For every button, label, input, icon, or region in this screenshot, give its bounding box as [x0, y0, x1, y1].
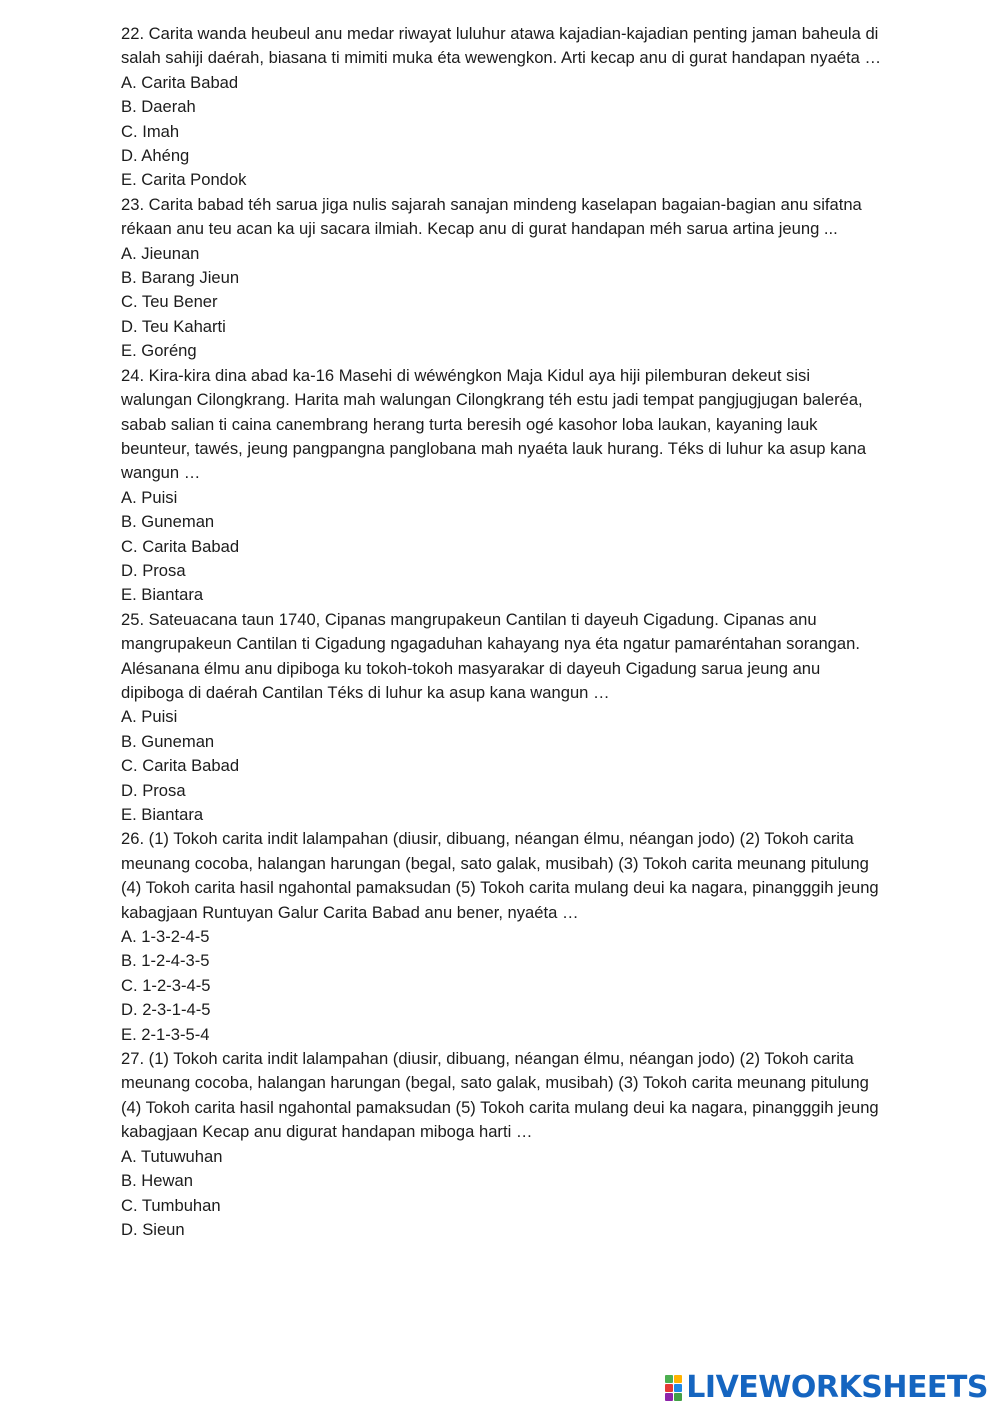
option-d[interactable]: D. Ahéng	[121, 146, 190, 166]
question-text: 25. Sateuacana taun 1740, Cipanas mangrupakeun Cantilan ti dayeuh Cigadung. Cipanas anu mangrupakeun Cantilan ti Cigadung ngagaduhan kahayang nya éta ngatur pamaréntahan sorangan. Alésanana élmu anu dipiboga ku tokoh-tokoh masyarakar di dayeuh Cigadung sarua jeung anu dipiboga di daérah Cantilan Téks di luhur ka asup kana wangun …	[121, 609, 860, 702]
option-d[interactable]: D. Sieun	[121, 1219, 185, 1239]
option-e[interactable]: E. Carita Pondok	[121, 170, 247, 190]
option-c[interactable]: C. Tumbuhan	[121, 1195, 221, 1215]
option-c[interactable]: C. Teu Bener	[121, 292, 218, 312]
option-b[interactable]: B. Daerah	[121, 97, 196, 117]
option-e[interactable]: E. Goréng	[121, 341, 197, 361]
option-b[interactable]: B. Guneman	[121, 731, 215, 751]
option-a[interactable]: A. Tutuwuhan	[121, 1146, 223, 1166]
option-a[interactable]: A. Puisi	[121, 707, 178, 727]
question-25	[121, 608, 883, 828]
option-b[interactable]: B. 1-2-4-3-5	[121, 951, 210, 971]
logo-block	[665, 1375, 673, 1383]
logo-block	[674, 1375, 682, 1383]
option-e[interactable]: E. 2-1-3-5-4	[121, 1024, 210, 1044]
option-d[interactable]: D. 2-3-1-4-5	[121, 1000, 211, 1020]
option-b[interactable]: B. Guneman	[121, 512, 215, 532]
option-b[interactable]: B. Barang Jieun	[121, 268, 240, 288]
option-a[interactable]: A. Carita Babad	[121, 72, 239, 92]
option-a[interactable]: A. 1-3-2-4-5	[121, 927, 210, 947]
question-text: 23. Carita babad téh sarua jiga nulis sajarah sanajan mindeng kaselapan bagaian-bagian anu sifatna rékaan anu teu acan ka uji sacara ilmiah. Kecap anu di gurat handapan méh sarua artina jeung ...	[121, 194, 862, 239]
question-23	[121, 193, 883, 364]
option-d[interactable]: D. Teu Kaharti	[121, 316, 226, 336]
question-text: 27. (1) Tokoh carita indit lalampahan (diusir, dibuang, néangan élmu, néangan jodo) (2) Tokoh carita meunang cocoba, halangan harungan (begal, sato galak, musibah) (3) Tokoh carita meunang pitulung (4) Tokoh carita hasil ngahontal pamaksudan (5) Tokoh carita mulang deui ka nagara, pinangggih jeung kabagjaan Kecap anu digurat handapan miboga harti …	[121, 1049, 879, 1142]
option-a[interactable]: A. Puisi	[121, 487, 178, 507]
logo-block	[665, 1393, 673, 1401]
option-e[interactable]: E. Biantara	[121, 805, 204, 824]
liveworksheets-logo-icon	[665, 1375, 682, 1401]
option-c[interactable]: C. Imah	[121, 121, 180, 141]
option-d[interactable]: D. Prosa	[121, 560, 186, 580]
question-27	[121, 1047, 883, 1242]
worksheet-content	[121, 22, 883, 1242]
option-a[interactable]: A. Jieunan	[121, 243, 200, 263]
option-b[interactable]: B. Hewan	[121, 1171, 193, 1191]
option-d[interactable]: D. Prosa	[121, 780, 186, 800]
option-e[interactable]: E. Biantara	[121, 585, 204, 605]
logo-block	[665, 1384, 673, 1392]
question-22	[121, 22, 883, 193]
logo-block	[674, 1393, 682, 1401]
option-c[interactable]: C. Carita Babad	[121, 536, 240, 556]
question-text: 24. Kira-kira dina abad ka-16 Masehi di wéwéngkon Maja Kidul aya hiji pilemburan dekeut sisi walungan Cilongkrang. Harita mah walungan Cilongkrang téh estu jadi tempat pangjugjugan baleréa, sabab salian ti caina canembrang herang turta beresih ogé kasohor loba laukan, kayaning lauk beunteur, tawés, jeung pangpangna panglobana mah nyaéta lauk hurang. Téks di luhur ka asup kana wangun …	[121, 365, 867, 483]
liveworksheets-logo	[665, 1370, 988, 1405]
question-text: 26. (1) Tokoh carita indit lalampahan (diusir, dibuang, néangan élmu, néangan jodo) (2) Tokoh carita meunang cocoba, halangan harungan (begal, sato galak, musibah) (3) Tokoh carita meunang pitulung (4) Tokoh carita hasil ngahontal pamaksudan (5) Tokoh carita mulang deui ka nagara, pinangggih jeung kabagjaan Runtuyan Galur Carita Babad anu bener, nyaéta …	[121, 829, 879, 922]
logo-text: LIVEWORKSHEETS	[686, 1370, 988, 1405]
question-24	[121, 364, 883, 608]
question-26	[121, 827, 883, 1047]
question-text: 22. Carita wanda heubeul anu medar riwayat luluhur atawa kajadian-kajadian penting jaman baheula di salah sahiji daérah, biasana ti mimiti muka éta wewengkon. Arti kecap anu di gurat handapan nyaéta …	[121, 24, 882, 68]
logo-block	[674, 1384, 682, 1392]
option-c[interactable]: C. 1-2-3-4-5	[121, 975, 211, 995]
option-c[interactable]: C. Carita Babad	[121, 756, 240, 776]
